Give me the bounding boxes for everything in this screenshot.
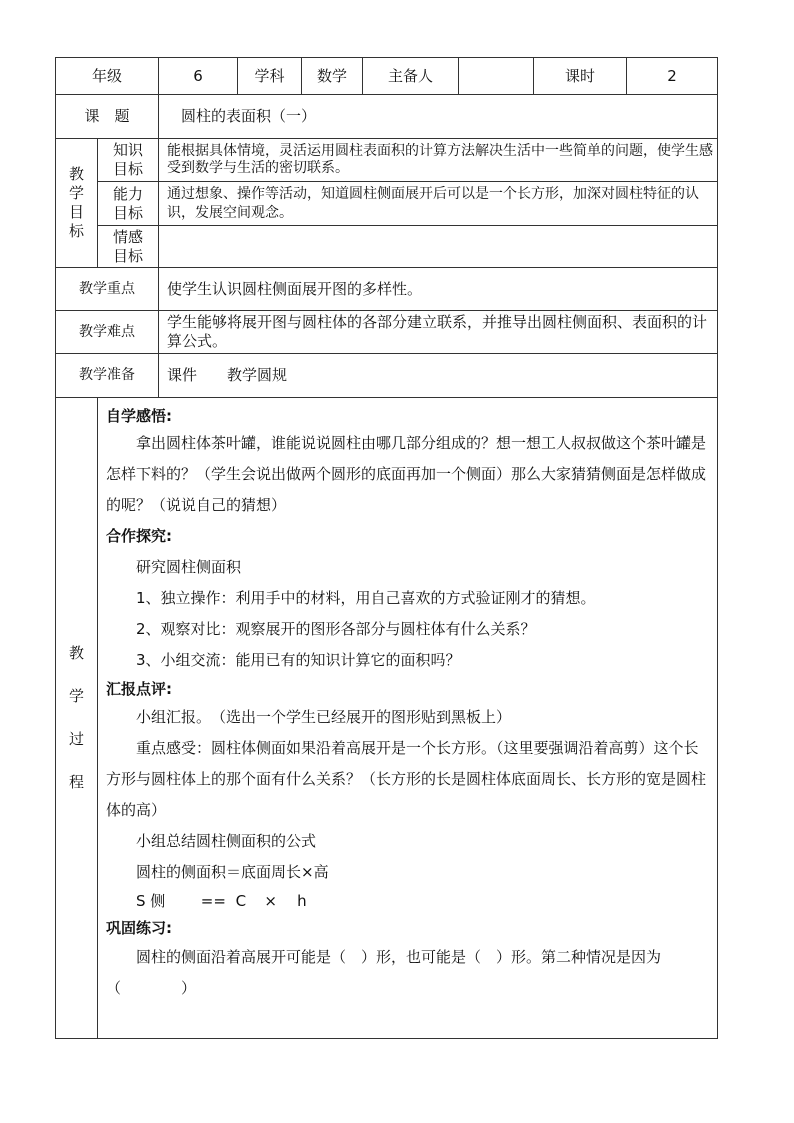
lesson-plan-table xyxy=(55,57,718,1039)
ability-label-line2: 目标 xyxy=(113,203,144,222)
formula-symbols xyxy=(106,888,711,914)
knowledge-label-line2: 目标 xyxy=(113,160,144,178)
preparer-value xyxy=(459,58,534,95)
knowledge-label-line1: 知识 xyxy=(113,141,144,159)
topic-row xyxy=(56,95,718,139)
emotion-objective-label xyxy=(98,226,159,268)
cooperation-step: 3、小组交流：能用已有的知识计算它的面积吗？ xyxy=(136,651,461,669)
key-point-text: 使学生认识圆柱侧面展开图的多样性。 xyxy=(159,268,718,311)
hours-label: 课时 xyxy=(534,58,627,95)
preparation-row xyxy=(56,354,718,398)
practice-title: 巩固练习: xyxy=(106,919,172,937)
objectives-label-char: 教 xyxy=(68,165,84,183)
cooperation-intro: 研究圆柱侧面积 xyxy=(136,558,242,576)
self-study-title: 自学感悟: xyxy=(106,407,172,425)
objective-row-ability xyxy=(56,182,718,226)
topic-label: 课 题 xyxy=(56,95,159,139)
grade-label: 年级 xyxy=(56,58,159,95)
report-line-1: 小组汇报。 （选出一个学生已经展开的图形贴到黑板上） xyxy=(136,708,512,726)
practice-text: 圆柱的侧面沿着高展开可能是（ ）形，也可能是（ ）形。第二种情况是因为（ ） xyxy=(106,948,662,997)
emotion-label-line2: 目标 xyxy=(113,246,144,265)
ability-objective-label xyxy=(98,182,159,226)
preparer-label: 主备人 xyxy=(363,58,459,95)
report-title: 汇报点评: xyxy=(106,680,172,698)
subject-label: 学科 xyxy=(238,58,302,95)
process-label-char: 教 xyxy=(68,644,84,662)
formula-symbol: C xyxy=(235,892,247,910)
emotion-label-line1: 情感 xyxy=(113,227,144,246)
emotion-objective-text xyxy=(159,226,718,268)
objective-row-knowledge xyxy=(56,139,718,182)
objectives-label-char: 标 xyxy=(68,222,84,240)
cooperation-step: 2、观察对比：观察展开的图形各部分与圆柱体有什么关系？ xyxy=(136,620,536,638)
objectives-label-char: 目 xyxy=(68,203,84,221)
formula-text: 圆柱的侧面积＝底面周长×高 xyxy=(136,863,329,881)
knowledge-objective-label xyxy=(98,139,159,182)
process-label-char: 过 xyxy=(68,730,84,748)
lesson-plan-page xyxy=(55,57,717,1039)
process-label-char: 学 xyxy=(68,687,84,705)
preparation-text: 课件 教学圆规 xyxy=(159,354,718,398)
ability-objective-text: 通过想象、操作等活动，知道圆柱侧面展开后可以是一个长方形，加深对圆柱特征的认识，发展空间观念。 xyxy=(159,182,718,226)
subject-value: 数学 xyxy=(302,58,363,95)
objectives-label xyxy=(56,139,98,268)
cooperation-step: 1、独立操作：利用手中的材料，用自己喜欢的方式验证刚才的猜想。 xyxy=(136,589,596,607)
process-row xyxy=(56,398,718,1039)
knowledge-objective-text: 能根据具体情境，灵活运用圆柱表面积的计算方法解决生活中一些简单的问题，使学生感受到数学与生活的密切联系。 xyxy=(159,139,718,182)
formula-symbol: S 侧 xyxy=(136,892,166,910)
cooperation-title: 合作探究: xyxy=(106,527,172,545)
report-line-3: 小组总结圆柱侧面积的公式 xyxy=(136,832,317,850)
key-point-row xyxy=(56,268,718,311)
report-line-2: 重点感受：圆柱体侧面如果沿着高展开是一个长方形。（这里要强调沿着高剪）这个长方形与圆柱体上的那个面有什么关系？（长方形的长是圆柱体底面周长、长方形的宽是圆柱体的高） xyxy=(106,739,707,819)
self-study-text: 拿出圆柱体茶叶罐，谁能说说圆柱由哪几部分组成的？想一想工人叔叔做这个茶叶罐是怎样下料的？（学生会说出做两个圆形的底面再加一个侧面）那么大家猜猜侧面是怎样做成的呢？（说说自己的猜想） xyxy=(106,434,707,514)
preparation-label: 教学准备 xyxy=(56,354,159,398)
header-row xyxy=(56,58,718,95)
grade-value: 6 xyxy=(159,58,238,95)
difficulty-text: 学生能够将展开图与圆柱体的各部分建立联系，并推导出圆柱侧面积、表面积的计算公式。 xyxy=(159,311,718,354)
topic-value: 圆柱的表面积（一） xyxy=(159,95,718,139)
difficulty-row xyxy=(56,311,718,354)
hours-value: 2 xyxy=(627,58,718,95)
process-content xyxy=(98,398,718,1039)
process-label xyxy=(56,398,98,1039)
formula-symbol: × xyxy=(264,892,277,910)
objectives-label-char: 学 xyxy=(68,184,84,202)
process-label-char: 程 xyxy=(68,773,84,791)
objective-row-emotion xyxy=(56,226,718,268)
key-point-label: 教学重点 xyxy=(56,268,159,311)
ability-label-line1: 能力 xyxy=(113,184,144,203)
formula-symbol: == xyxy=(200,892,226,910)
difficulty-label: 教学难点 xyxy=(56,311,159,354)
formula-symbol: h xyxy=(297,892,307,910)
